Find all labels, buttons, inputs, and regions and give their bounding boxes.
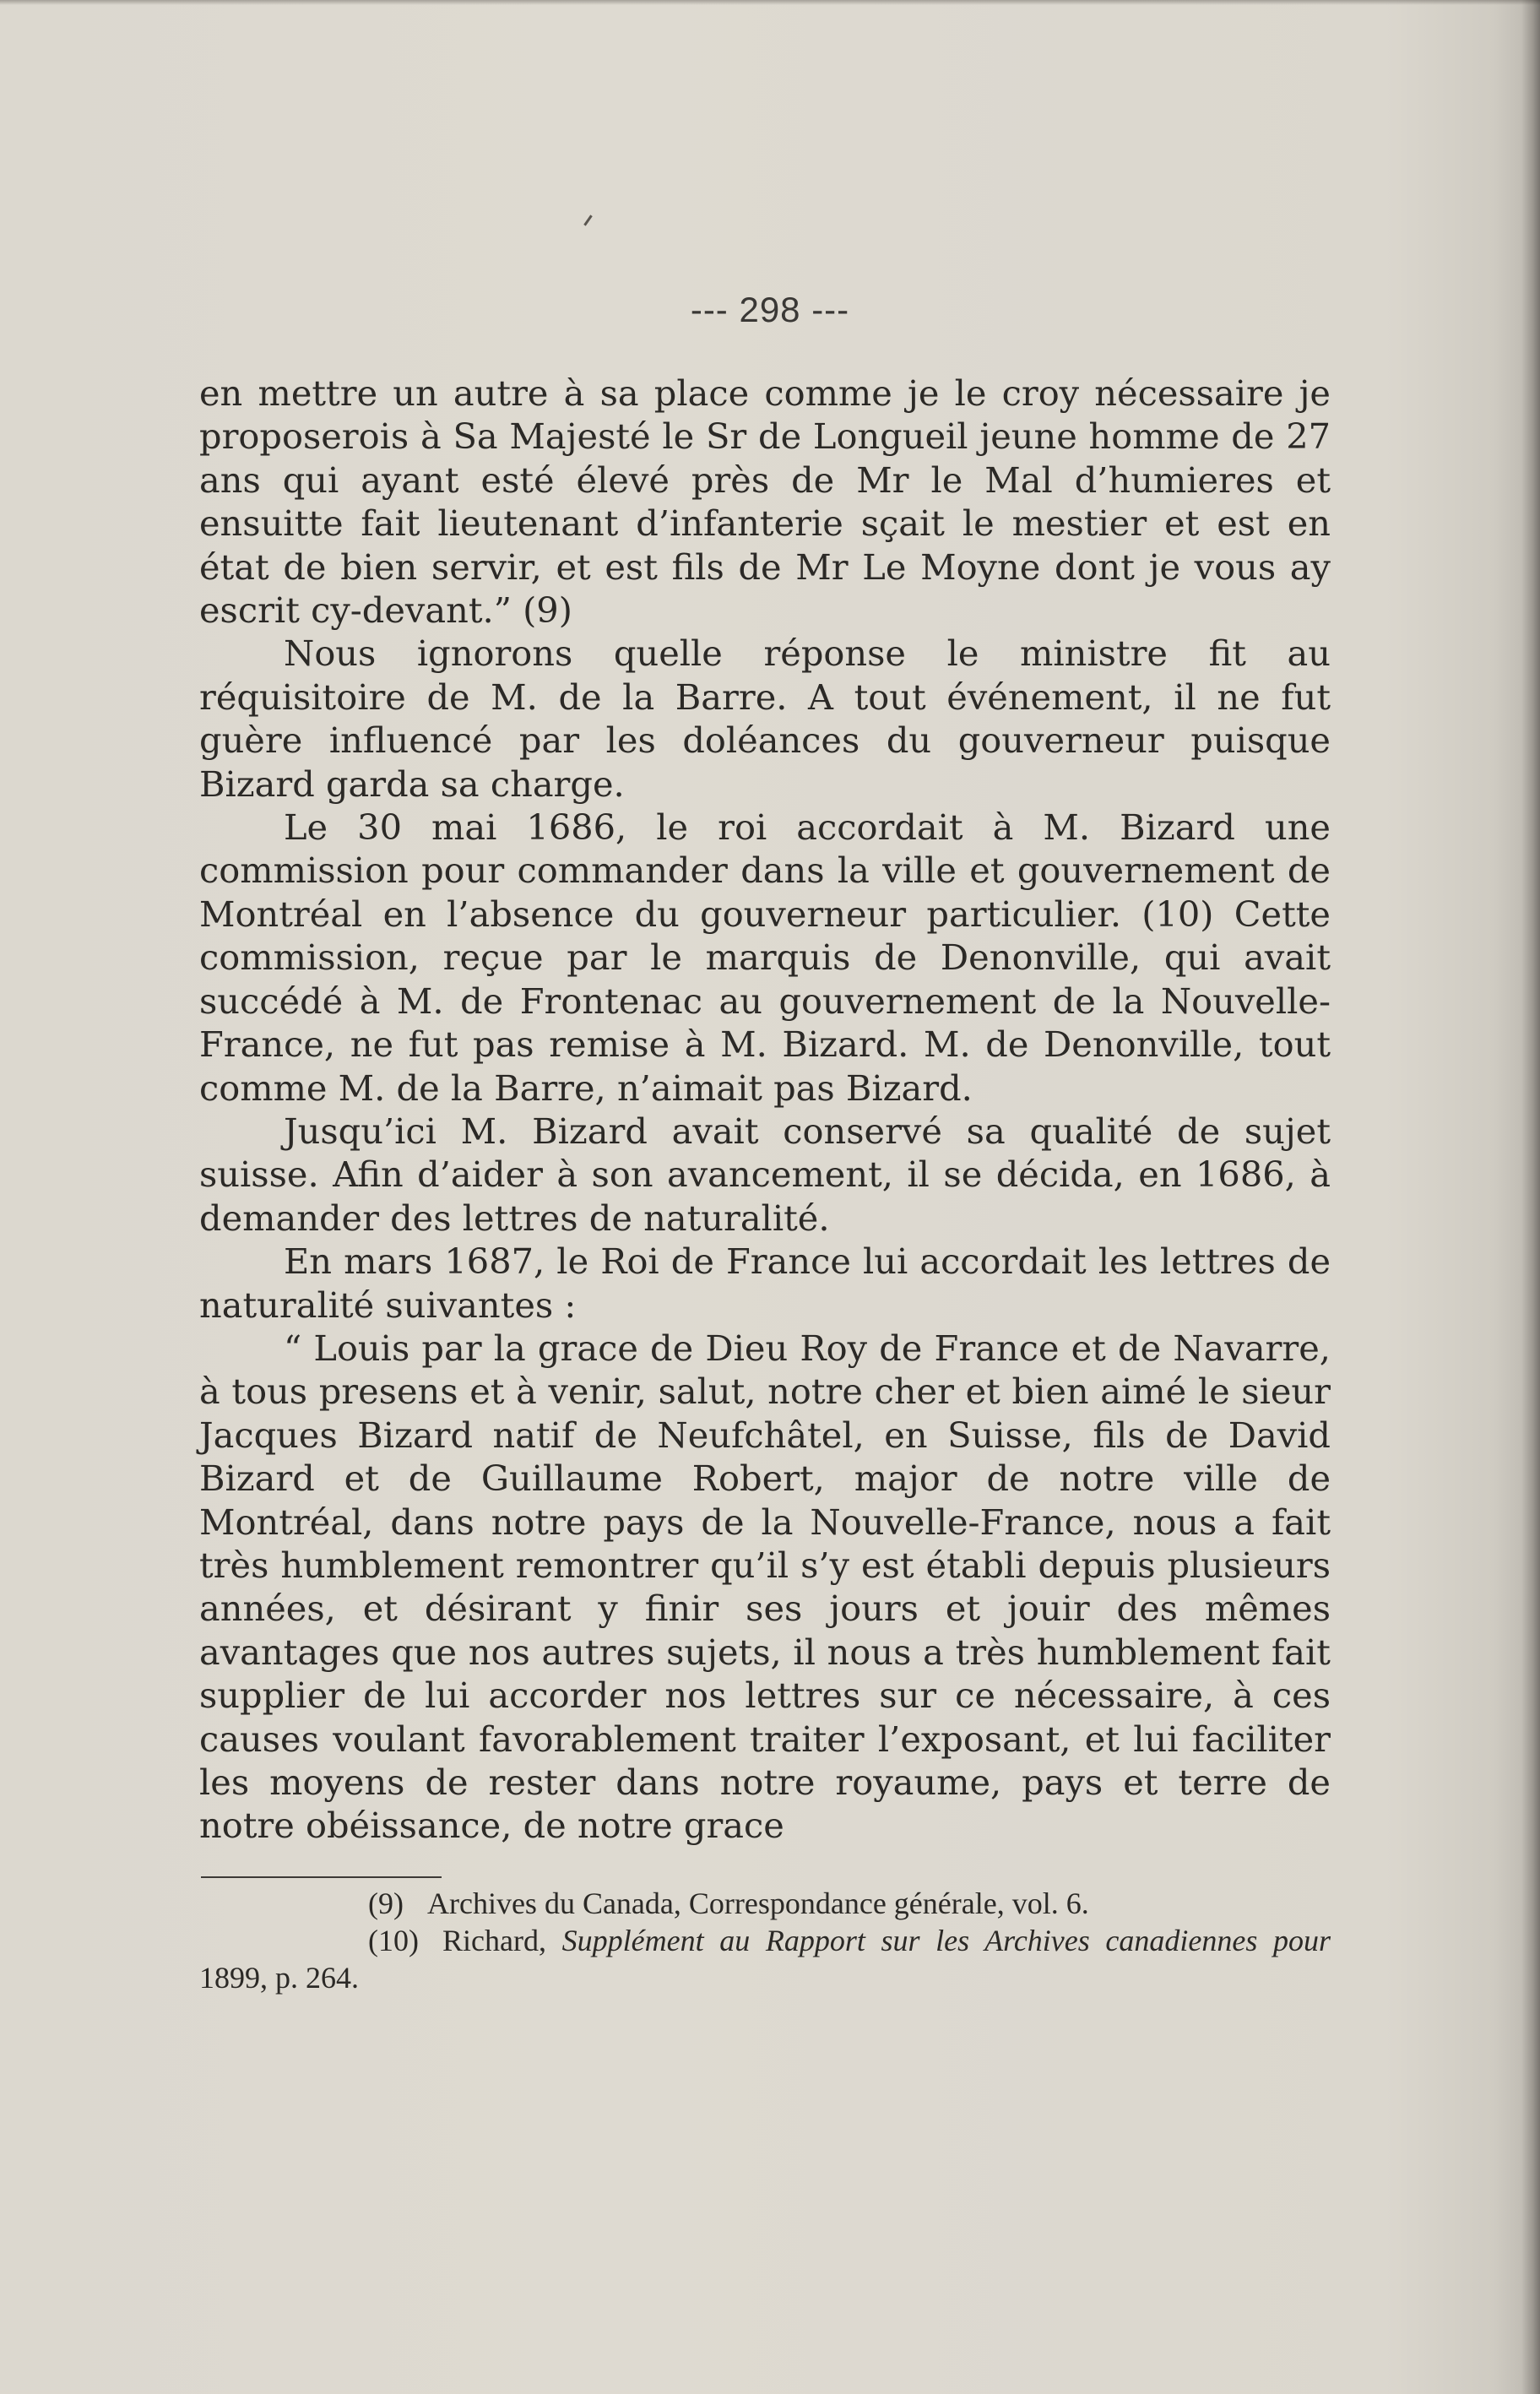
body-text (199, 372, 1331, 1848)
footnote-10-rest: 1899, p. 264. (199, 1961, 359, 1995)
paragraph-2: Nous ignorons quelle réponse le ministre fit au réquisitoire de M. de la Barre. A tout événement, il ne fut guère influencé par les doléances du gouverneur puisque Bizard garda sa charge. (199, 632, 1331, 805)
paragraph-5: En mars 1687, le Roi de France lui accordait les lettres de naturalité suivantes : (199, 1240, 1331, 1326)
footnote-10-author: Richard, (442, 1924, 546, 1957)
footnote-9 (199, 1885, 1331, 1922)
page-right-edge-shadow (1521, 0, 1540, 2394)
paragraph-6-quotation: “ Louis par la grace de Dieu Roy de France et de Navarre, à tous presens et à venir, salut, notre cher et bien aimé le sieur Jacques Bizard natif de Neufchâtel, en Suisse, fils de David Bizard et de Guillaume Robert, major de notre ville de Montréal, dans notre pays de la Nouvelle-France, nous a fait très humblement remontrer qu’il s’y est établi depuis plusieurs années, et désirant y finir ses jours et jouir des mêmes avantages que nos autres sujets, il nous a très humblement fait supplier de lui accorder nos lettres sur ce nécessaire, à ces causes voulant favorablement traiter l’exposant, et lui faciliter les moyens de rester dans notre royaume, pays et terre de notre obéissance, de notre grace (199, 1327, 1331, 1847)
footnote-9-text: Archives du Canada, Correspondance générale, vol. 6. (426, 1886, 1089, 1920)
paragraph-3: Le 30 mai 1686, le roi accordait à M. Bizard une commission pour commander dans la ville et gouvernement de Montréal en l’absence du gouverneur particulier. (10) Cette commission, reçue par le marquis de Denonville, qui avait succédé à M. de Frontenac au gouvernement de la Nouvelle-France, ne fut pas remise à M. Bizard. M. de Denonville, tout comme M. de la Barre, n’aimait pas Bizard. (199, 806, 1331, 1109)
paragraph-1: en mettre un autre à sa place comme je le croy nécessaire je proposerois à Sa Majesté le Sr de Longueil jeune homme de 27 ans qui ayant esté élevé près de Mr le Mal d’humieres et ensuitte fait lieutenant d’infanterie sçait le mestier et est en état de bien servir, et est fils de Mr Le Moyne dont je vous ay escrit cy-devant.” (9) (199, 372, 1331, 632)
page-number: --- 298 --- (690, 290, 850, 329)
footnote-10 (199, 1922, 1331, 1996)
paragraph-4: Jusqu’ici M. Bizard avait conservé sa qualité de sujet suisse. Afin d’aider à son avancement, il se décida, en 1686, à demander des lettres de naturalité. (199, 1110, 1331, 1239)
footnote-separator-rule (201, 1876, 442, 1878)
footnote-10-number: (10) (368, 1924, 419, 1957)
footnotes (199, 1885, 1331, 1996)
footnote-9-number: (9) (368, 1886, 404, 1920)
footnote-10-title: Supplément au Rapport sur les Archives canadiennes pour (561, 1924, 1331, 1957)
page-top-edge (0, 0, 1540, 5)
